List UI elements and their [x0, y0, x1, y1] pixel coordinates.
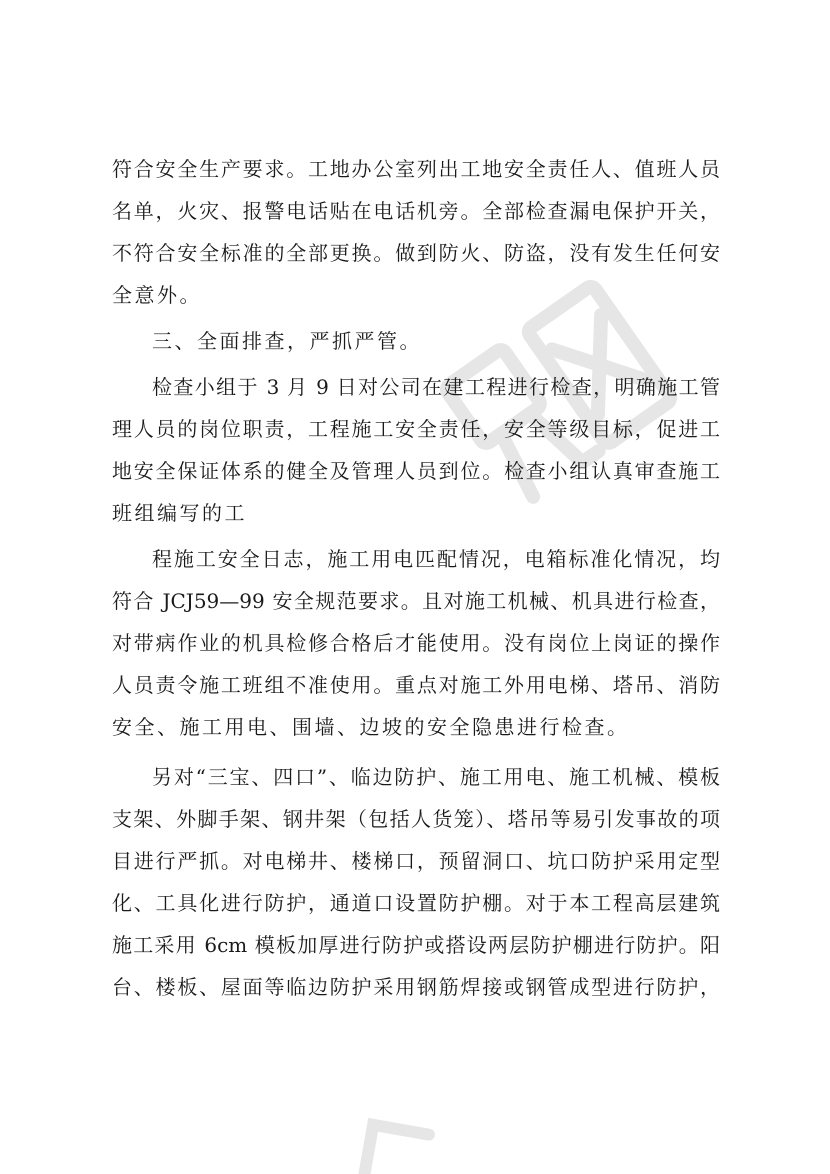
paragraph-line: 程施工安全日志，施工用电匹配情况，电箱标准化情况，均	[152, 547, 720, 571]
paragraph-line: 检查小组于 3 月 9 日对公司在建工程进行检查，明确施工管	[152, 375, 720, 399]
paragraph-line: 对带病作业的机具检修合格后才能使用。没有岗位上岗证的操作	[112, 631, 720, 655]
paragraph-line: 安全、施工用电、围墙、边坡的安全隐患进行检查。	[112, 715, 630, 739]
paragraph-line: 全意外。	[112, 283, 202, 307]
section-heading: 三、全面排查，严抓严管。	[152, 329, 422, 353]
paragraph-line: 不符合安全标准的全部更换。做到防火、防盗，没有发生任何安	[112, 241, 720, 265]
paragraph-line: 支架、外脚手架、钢井架（包括人货笼）、塔吊等易引发事故的项	[112, 807, 720, 831]
paragraph-line: 化、工具化进行防护，通道口设置防护棚。对于本工程高层建筑	[112, 891, 720, 915]
paragraph-line: 施工采用 6cm 模板加厚进行防护或搭设两层防护棚进行防护。阳	[112, 933, 720, 957]
paragraph-line: 班组编写的工	[112, 501, 247, 525]
paragraph-line: 目进行严抓。对电梯井、楼梯口，预留洞口、坑口防护采用定型	[112, 849, 720, 873]
watermark-logo-bottom	[330, 1080, 490, 1174]
paragraph-line: 另对“三宝、四口”、临边防护、施工用电、施工机械、模板	[152, 765, 720, 789]
paragraph-line: 符合安全生产要求。工地办公室列出工地安全责任人、值班人员	[112, 157, 720, 181]
paragraph-line: 台、楼板、屋面等临边防护采用钢筋焊接或钢管成型进行防护，	[112, 975, 720, 999]
watermark-graphic-bottom	[330, 1080, 490, 1174]
paragraph-line: 人员责令施工班组不准使用。重点对施工外用电梯、塔吊、消防	[112, 673, 720, 697]
paragraph-line: 名单，火灾、报警电话贴在电话机旁。全部检查漏电保护开关，	[112, 199, 720, 223]
paragraph-line: 符合 JCJ59—99 安全规范要求。且对施工机械、机具进行检查，	[112, 589, 720, 613]
paragraph-line: 地安全保证体系的健全及管理人员到位。检查小组认真审查施工	[112, 459, 720, 483]
paragraph-line: 理人员的岗位职责，工程施工安全责任，安全等级目标，促进工	[112, 417, 720, 441]
